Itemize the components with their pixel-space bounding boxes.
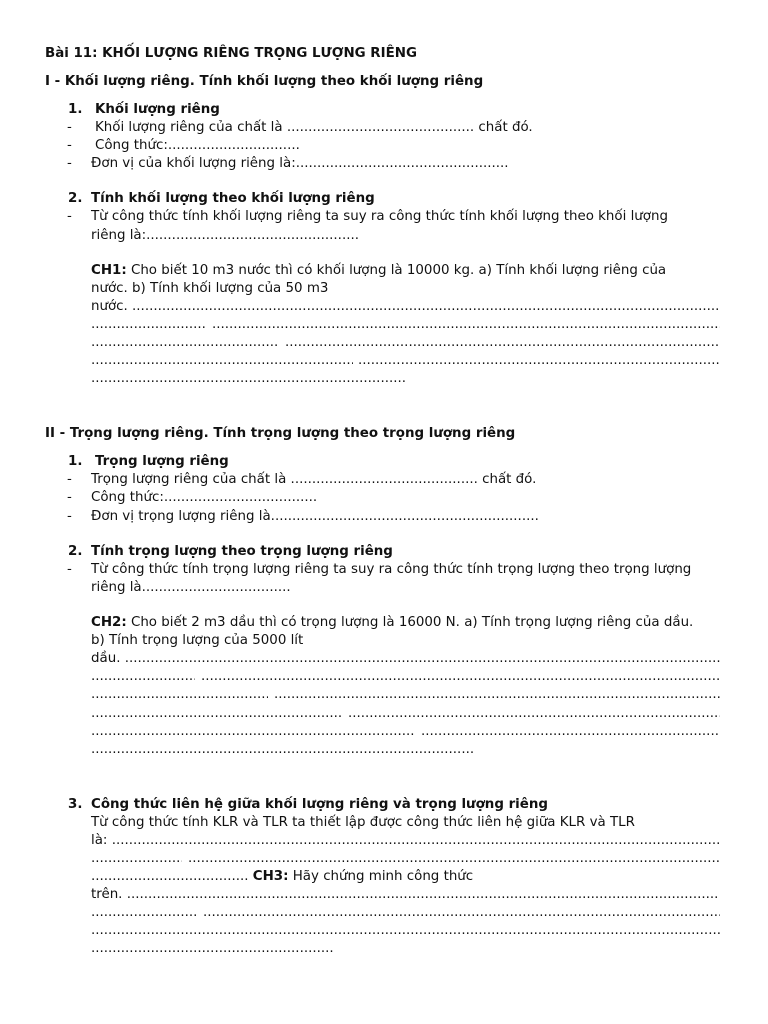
question-ch1 [91,262,666,280]
answer-line: trên. ..... [91,886,718,904]
answer-line [91,705,342,723]
question-text: Cho biết 10 m3 nước thì có khối lượng là 10000 kg. a) Tính khối lượng riêng của [126,263,667,278]
answer-line [348,705,720,723]
answer-line [91,904,197,922]
section-2-heading: II - Trọng lượng riêng. Tính trọng lượng theo trọng lượng riêng [45,426,516,441]
answer-line [285,334,720,352]
item-1-number: 1. [68,102,83,117]
bullet-definition: Trọng lượng riêng của chất là ............................................ chất đó. [91,472,537,487]
question-text: Cho biết 2 m3 dầu thì có trọng lượng là 16000 N. a) Tính trọng lượng riêng của dầu. [126,615,694,630]
answer-line [91,686,268,704]
answer-line: ......................................................... [91,941,334,956]
answer-line [91,334,279,352]
item-3-label: Công thức liên hệ giữa khối lượng riêng và trọng lượng riêng [91,797,548,812]
bullet-dash: - [67,120,72,135]
bullet-dash: - [67,138,72,153]
answer-line [188,850,720,868]
answer-line [91,352,353,370]
item-3-number: 3. [68,797,83,812]
item-2-number: 2. [68,544,83,559]
answer-line [91,723,415,741]
question-text: Hãy chứng minh công thức [288,869,474,884]
question-ch2-line2: b) Tính trọng lượng của 5000 lít [91,633,304,648]
answer-line: dầu. ..... [91,650,720,668]
question-label: CH2: [91,615,127,630]
bullet-dash: - [67,490,72,505]
item-1-label: Khối lượng riêng [95,102,220,117]
bullet-unit: Đơn vị trọng lượng riêng là............................................................... [91,509,539,524]
bullet-definition: Khối lượng riêng của chất là ............................................ chất đó. [95,120,533,135]
question-ch3: ..................................... CH3: Hãy chứng minh công thức [91,869,474,884]
answer-line: .......................................................................................... [91,742,475,757]
question-ch1-line2: nước. b) Tính khối lượng của 50 m3 [91,281,329,296]
item-2-label: Tính trọng lượng theo trọng lượng riêng [91,544,393,559]
item-3-text: Từ công thức tính KLR và TLR ta thiết lập được công thức liên hệ giữa KLR và TLR [91,815,635,830]
answer-line [203,904,720,922]
bullet-dash: - [67,562,72,577]
question-ch2 [91,614,693,632]
answer-line [91,850,182,868]
section-1-heading: I - Khối lượng riêng. Tính khối lượng theo khối lượng riêng [45,74,484,89]
item-2-label: Tính khối lượng theo khối lượng riêng [91,191,375,206]
answer-line [358,352,720,370]
bullet-dash: - [67,472,72,487]
answer-line [201,668,720,686]
question-label: CH3: [252,869,289,884]
answer-line: nước. ..... [91,298,720,316]
answer-line: là: ..... [91,832,720,850]
bullet-unit: Đơn vị của khối lượng riêng là:.................................................. [91,156,509,171]
answer-line [274,686,720,704]
bullet-formula: Công thức:............................... [95,138,300,153]
answer-line [421,723,720,741]
answer-line [91,922,720,940]
answer-line [91,316,206,334]
page-title: Bài 11: KHỐI LƯỢNG RIÊNG TRỌNG LƯỢNG RIÊNG [45,46,417,61]
item-1-number: 1. [68,454,83,469]
answer-line: .......................................................................... [91,371,406,386]
item-1-label: Trọng lượng riêng [95,454,229,469]
item-2-text-line1: Từ công thức tính khối lượng riêng ta suy ra công thức tính khối lượng theo khối lượng [91,209,668,224]
answer-line [91,668,195,686]
bullet-dash: - [67,156,72,171]
answer-line [212,316,720,334]
question-label: CH1: [91,263,127,278]
bullet-dash: - [67,509,72,524]
item-2-number: 2. [68,191,83,206]
bullet-formula: Công thức:.................................... [91,490,318,505]
bullet-dash: - [67,209,72,224]
item-2-text-line1: Từ công thức tính trọng lượng riêng ta suy ra công thức tính trọng lượng theo trọng lượng [91,562,692,577]
item-2-text-line2: riêng là:.................................................. [91,228,359,243]
item-2-text-line2: riêng là................................... [91,580,291,595]
